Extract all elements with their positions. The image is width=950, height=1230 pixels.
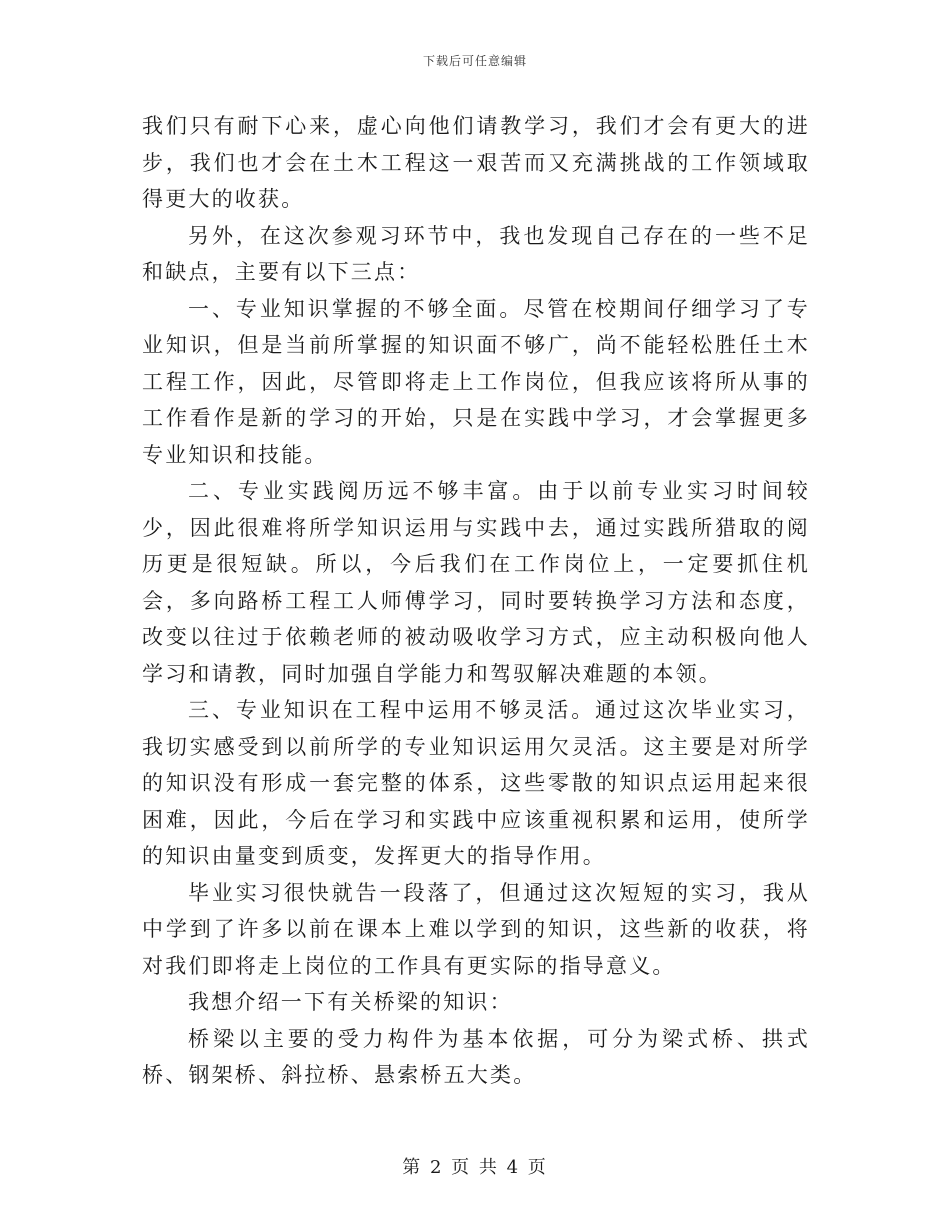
paragraph-4: 二、专业实践阅历远不够丰富。由于以前专业实习时间较少，因此很难将所学知识运用与实践中去，通过实践所猎取的阅历更是很短缺。所以，今后我们在工作岗位上，一定要抓住机会，多向路桥工程工人师傅学习，同时要转换学习方法和态度，改变以往过于依赖老师的被动吸收学习方式，应主动积极向他人学习和请教，同时加强自学能力和驾驭解决难题的本领。 <box>142 479 810 686</box>
paragraph-7: 我想介绍一下有关桥梁的知识： <box>188 990 513 1014</box>
document-body <box>142 108 810 1094</box>
paragraph-6: 毕业实习很快就告一段落了，但通过这次短短的实习，我从中学到了许多以前在课本上难以学到的知识，这些新的收获，将对我们即将走上岗位的工作具有更实际的指导意义。 <box>142 880 810 978</box>
paragraph-3: 一、专业知识掌握的不够全面。尽管在校期间仔细学习了专业知识，但是当前所掌握的知识面不够广，尚不能轻松胜任土木工程工作，因此，尽管即将走上工作岗位，但我应该将所从事的工作看作是新的学习的开始，只是在实践中学习，才会掌握更多专业知识和技能。 <box>142 296 810 467</box>
paragraph-2: 另外，在这次参观习环节中，我也发现自己存在的一些不足和缺点，主要有以下三点： <box>142 223 810 284</box>
page-footer: 第 2 页 共 4 页 <box>402 1157 548 1178</box>
paragraph-5: 三、专业知识在工程中运用不够灵活。通过这次毕业实习，我切实感受到以前所学的专业知识运用欠灵活。这主要是对所学的知识没有形成一套完整的体系，这些零散的知识点运用起来很困难，因此，今后在学习和实践中应该重视积累和运用，使所学的知识由量变到质变，发挥更大的指导作用。 <box>142 698 810 868</box>
paragraph-1: 我们只有耐下心来，虚心向他们请教学习，我们才会有更大的进步，我们也才会在土木工程这一艰苦而又充满挑战的工作领域取得更大的收获。 <box>142 114 810 211</box>
page-header: 下载后可任意编辑 <box>422 54 527 68</box>
paragraph-8: 桥梁以主要的受力构件为基本依据，可分为梁式桥、拱式桥、钢架桥、斜拉桥、悬索桥五大类。 <box>142 1026 810 1087</box>
